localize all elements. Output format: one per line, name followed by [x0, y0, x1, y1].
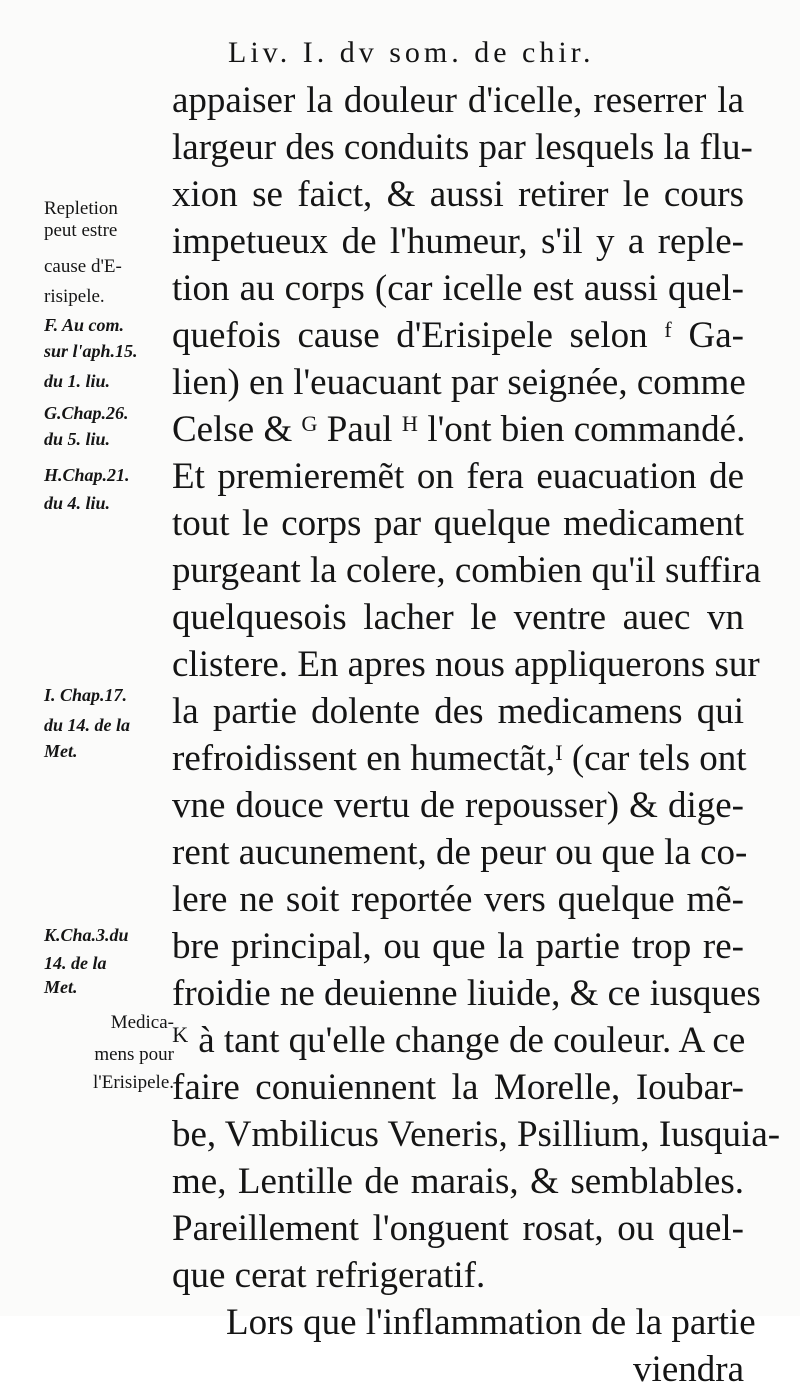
text-line: tout le corps par quelque medicament	[172, 503, 744, 544]
text-line: appaiser la douleur d'icelle, reserrer la	[172, 80, 744, 121]
text-line: lere ne soit reportée vers quelque mẽ-	[172, 879, 744, 920]
text-line: Celse & ᴳ Paul ᴴ l'ont bien commandé.	[172, 409, 746, 450]
text-line: be, Vmbilicus Veneris, Psillium, Iusquia-	[172, 1114, 781, 1155]
text-line: vne douce vertu de repousser) & dige-	[172, 785, 744, 826]
text-line: bre principal, ou que la partie trop re-	[172, 926, 744, 967]
margin-note-g: G.Chap.26.	[44, 403, 129, 423]
margin-note-i: du 14. de la	[44, 715, 131, 735]
text-line: Pareillement l'onguent rosat, ou quel-	[172, 1208, 744, 1249]
running-header: Liv. I. dv som. de chir.	[228, 36, 595, 69]
text-line: faire conuiennent la Morelle, Ioubar-	[172, 1067, 744, 1108]
margin-note-i: I. Chap.17.	[44, 685, 128, 705]
text-line: clistere. En apres nous appliquerons sur	[172, 644, 760, 685]
margin-note-repletion: cause d'E-	[44, 256, 122, 277]
margin-note-f: du 1. liu.	[44, 371, 111, 391]
text-line: que cerat refrigeratif.	[172, 1255, 486, 1296]
margin-note-k: K.Cha.3.du	[44, 925, 129, 945]
margin-note-medicamens: l'Erisipele.	[93, 1072, 174, 1093]
text-line: impetueux de l'humeur, s'il y a reple-	[172, 221, 744, 262]
margin-note-f: sur l'aph.15.	[44, 341, 138, 361]
margin-note-i: Met.	[44, 741, 78, 761]
text-line: purgeant la colere, combien qu'il suffira	[172, 550, 761, 591]
text-line: rent aucunement, de peur ou que la co-	[172, 832, 748, 873]
text-line: quelquesois lacher le ventre auec vn	[172, 597, 744, 638]
text-line: quefois cause d'Erisipele selon ᶠ Ga-	[172, 315, 744, 356]
text-line: lien) en l'euacuant par seignée, comme	[172, 362, 746, 403]
margin-note-g: du 5. liu.	[44, 429, 111, 449]
margin-note-repletion: Repletion	[44, 198, 118, 219]
margin-note-repletion: risipele.	[44, 286, 105, 307]
text-line: tion au corps (car icelle est aussi quel-	[172, 268, 744, 309]
margin-note-f: F. Au com.	[44, 315, 125, 335]
margin-note-medicamens: mens pour	[94, 1044, 174, 1065]
catchword: viendra	[633, 1349, 744, 1390]
text-line: ᴷ à tant qu'elle change de couleur. A ce	[172, 1020, 746, 1061]
text-line: xion se faict, & aussi retirer le cours	[172, 174, 744, 215]
margin-note-medicamens: Medica-	[110, 1012, 174, 1033]
margin-note-repletion: peut estre	[44, 220, 118, 241]
text-line: Lors que l'inflammation de la partie	[226, 1302, 756, 1343]
text-line: me, Lentille de marais, & semblables.	[172, 1161, 744, 1202]
margin-note-h: H.Chap.21.	[44, 465, 130, 485]
margin-note-k: Met.	[44, 977, 78, 997]
margin-note-h: du 4. liu.	[44, 493, 111, 513]
text-line: Et premieremẽt on fera euacuation de	[172, 456, 744, 497]
text-line: froidie ne deuienne liuide, & ce iusques	[172, 973, 761, 1014]
text-line: largeur des conduits par lesquels la flu-	[172, 127, 753, 168]
text-line: refroidissent en humectãt,ᴵ (car tels ont	[172, 738, 747, 779]
text-line: la partie dolente des medicamens qui	[172, 691, 744, 732]
margin-note-k: 14. de la	[44, 953, 107, 973]
